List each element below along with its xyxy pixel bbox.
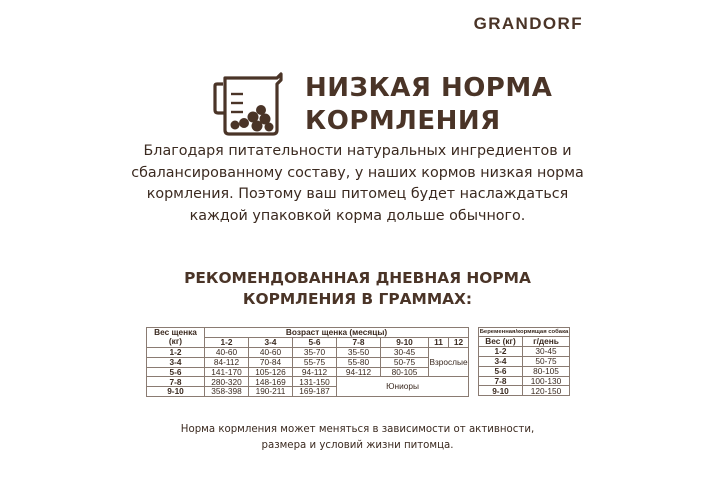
- weight-cell: 9-10: [479, 386, 523, 396]
- table-cell: 94-112: [293, 367, 337, 377]
- weight-cell: 3-4: [147, 357, 205, 367]
- footnote-line: размера и условий жизни питомца.: [261, 439, 454, 451]
- description-line: кормления. Поэтому ваш питомец будет наслаждаться: [146, 186, 569, 202]
- weight-header-line: Вес щенка: [154, 327, 197, 338]
- weight-header: [147, 328, 205, 348]
- weight-cell: 5-6: [479, 366, 523, 376]
- age-column-header: 11: [429, 337, 449, 347]
- adults-label: Взрослые: [429, 347, 469, 377]
- table-cell: 55-75: [293, 357, 337, 367]
- table-cell: 100-130: [523, 376, 570, 386]
- weight-cell: 1-2: [479, 346, 523, 356]
- hero-title-line: НИЗКАЯ НОРМА: [305, 73, 553, 103]
- age-column-header: 1-2: [205, 337, 249, 347]
- table-row: [479, 386, 570, 396]
- hero-title-line: КОРМЛЕНИЯ: [305, 106, 501, 136]
- section-title-line: КОРМЛЕНИЯ В ГРАММАХ:: [242, 290, 473, 308]
- table-row: [479, 366, 570, 376]
- section-title-line: РЕКОМЕНДОВАННАЯ ДНЕВНАЯ НОРМА: [184, 269, 531, 287]
- weight-cell: 7-8: [479, 376, 523, 386]
- footnote-line: Норма кормления может меняться в зависимости от активности,: [180, 424, 535, 435]
- brand-logo: GRANDORF: [473, 14, 583, 33]
- age-column-header: 3-4: [249, 337, 293, 347]
- table-cell: 148-169: [249, 377, 293, 387]
- table-cell: 40-60: [205, 347, 249, 357]
- age-column-header: 9-10: [381, 337, 429, 347]
- weight-cell: 7-8: [147, 377, 205, 387]
- weight-header-line: (кг): [168, 336, 183, 347]
- table-cell: 30-45: [381, 347, 429, 357]
- table-row: [147, 357, 469, 367]
- weight-cell: 1-2: [147, 347, 205, 357]
- table-row: [147, 347, 469, 357]
- puppy-feeding-table: [146, 327, 469, 397]
- weight-cell: 5-6: [147, 367, 205, 377]
- hero-title: [305, 72, 552, 138]
- table-cell: 131-150: [293, 377, 337, 387]
- age-column-header: 5-6: [293, 337, 337, 347]
- description-line: Благодаря питательности натуральных ингредиентов и: [143, 143, 572, 159]
- description-line: каждой упаковкой корма дольше обычного.: [189, 207, 526, 224]
- table-cell: 94-112: [337, 367, 381, 377]
- table-cell: 141-170: [205, 367, 249, 377]
- table-cell: 80-105: [381, 367, 429, 377]
- table-cell: 50-75: [381, 357, 429, 367]
- pregnant-dog-feeding-table: [478, 327, 570, 396]
- table-row: [479, 346, 570, 356]
- age-column-header: 7-8: [337, 337, 381, 347]
- table-cell: 120-150: [523, 386, 570, 396]
- table-cell: 105-126: [249, 367, 293, 377]
- table-cell: 55-80: [337, 357, 381, 367]
- table-cell: 70-84: [249, 357, 293, 367]
- description-line: сбалансированному составу, у наших кормов низкая норма: [131, 164, 584, 181]
- juniors-label: Юниоры: [337, 377, 469, 397]
- pregnant-table-caption: Беременная/кормящая собака: [479, 329, 569, 335]
- table-row: [479, 356, 570, 366]
- amount-header: г/день: [523, 337, 570, 347]
- table-row: [147, 377, 469, 387]
- description-text: [130, 141, 585, 227]
- table-cell: 84-112: [205, 357, 249, 367]
- table-cell: 80-105: [523, 366, 570, 376]
- table-cell: 40-60: [249, 347, 293, 357]
- table-cell: 35-70: [293, 347, 337, 357]
- table-cell: 280-320: [205, 377, 249, 387]
- weight-cell: 9-10: [147, 387, 205, 397]
- age-header: Возраст щенка (месяцы): [205, 328, 469, 338]
- weight-header: Вес (кг): [479, 337, 523, 347]
- table-cell: 35-50: [337, 347, 381, 357]
- section-title: [150, 268, 565, 310]
- table-cell: 30-45: [523, 346, 570, 356]
- age-column-header: 12: [449, 337, 469, 347]
- footnote: [150, 422, 565, 453]
- weight-cell: 3-4: [479, 356, 523, 366]
- measuring-cup-icon: [213, 70, 291, 138]
- table-cell: 190-211: [249, 387, 293, 397]
- table-row: [479, 376, 570, 386]
- table-cell: 358-398: [205, 387, 249, 397]
- table-cell: 50-75: [523, 356, 570, 366]
- table-cell: 169-187: [293, 387, 337, 397]
- table-row: [147, 367, 469, 377]
